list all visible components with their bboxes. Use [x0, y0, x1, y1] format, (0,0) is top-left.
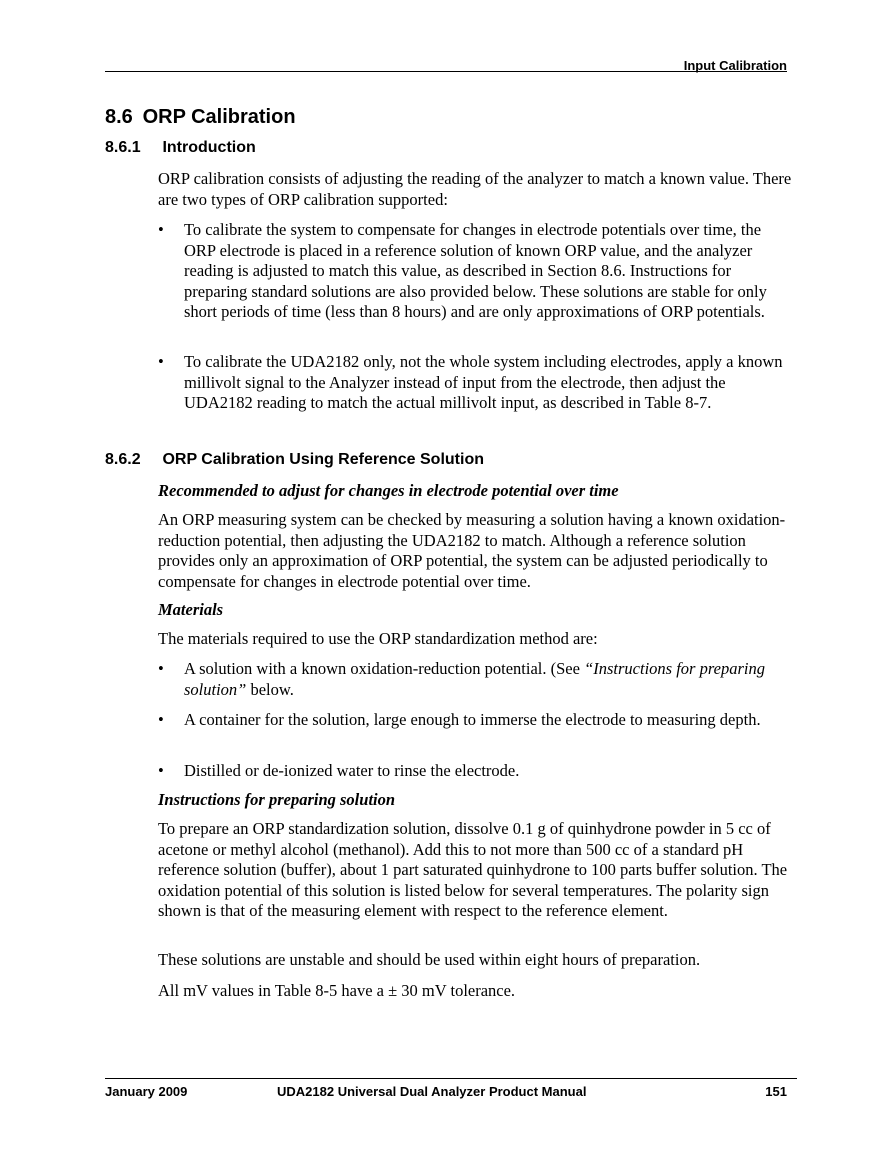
bullet-text: Distilled or de-ionized water to rinse the electrode.	[184, 761, 520, 780]
footer-manual-title: UDA2182 Universal Dual Analyzer Product Manual	[277, 1084, 587, 1099]
bullet-marker: •	[158, 761, 164, 780]
footer-date: January 2009	[105, 1084, 188, 1099]
recommendation-subtitle: Recommended to adjust for changes in electrode potential over time	[158, 481, 619, 500]
reference-paragraph: An ORP measuring system can be checked by measuring a solution having a known oxidation-reduction potential, then adjusting the UDA2182 to match. Although a reference solution provides only an approximation of ORP potential, the system can be adjusted periodically to compensate for changes in electrode potential over time.	[158, 510, 786, 591]
bullet-marker: •	[158, 220, 164, 239]
materials-heading: Materials	[158, 600, 224, 619]
section-title: ORP Calibration	[142, 106, 296, 128]
bullet-text: To calibrate the system to compensate for changes in electrode potentials over time, the ORP electrode is placed in a reference solution of known ORP value, and the analyzer reading is adjusted to match this value, as described in Section 8.6. Instructions for preparing standard solutions are also provided below. These solutions are stable for only short periods of time (less than 8 hours) and are only approximations of ORP potentials.	[184, 220, 767, 321]
bullet-text: A container for the solution, large enough to immerse the electrode to measuring depth.	[184, 710, 761, 729]
footer-rule	[105, 1078, 797, 1079]
subsection-heading-intro	[105, 139, 256, 157]
subsection-title: Introduction	[162, 139, 256, 156]
unstable-note: These solutions are unstable and should be used within eight hours of preparation.	[158, 950, 701, 969]
section-number: 8.6	[105, 106, 133, 128]
instructions-paragraph: To prepare an ORP standardization solution, dissolve 0.1 g of quinhydrone powder in 5 cc of acetone or methyl alcohol (methanol). Add this to not more than 500 cc of a standard pH reference solution (buffer), about 1 part saturated quinhydrone to 100 parts buffer solution. The oxidation potential of this solution is listed below for several temperatures. The polarity sign shown is that of the measuring element with respect to the reference element.	[158, 819, 788, 920]
cross-reference: “Instructions for preparing solution”	[184, 659, 765, 699]
page-number: 151	[765, 1084, 787, 1099]
bullet-marker: •	[158, 659, 164, 678]
subsection-title: ORP Calibration Using Reference Solution	[162, 451, 484, 468]
section-heading	[105, 106, 296, 129]
materials-bullet	[158, 710, 792, 731]
subsection-number: 8.6.1	[105, 139, 141, 156]
running-header: Input Calibration	[683, 58, 787, 73]
bullet-text: A solution with a known oxidation-reduction potential. (See “Instructions for preparing solution” below.	[184, 659, 765, 699]
tolerance-note: All mV values in Table 8-5 have a ± 30 mV tolerance.	[158, 981, 516, 1000]
intro-bullet	[158, 220, 792, 323]
materials-intro: The materials required to use the ORP standardization method are:	[158, 629, 598, 648]
subsection-heading-reference	[105, 451, 484, 469]
bullet-text: To calibrate the UDA2182 only, not the whole system including electrodes, apply a known millivolt signal to the Analyzer instead of input from the electrode, then adjust the UDA2182 reading to match the actual millivolt input, as described in Table 8-7.	[184, 352, 783, 412]
instructions-heading: Instructions for preparing solution	[158, 790, 396, 809]
header-rule	[105, 71, 787, 72]
intro-bullet	[158, 352, 792, 414]
bullet-marker: •	[158, 710, 164, 729]
materials-bullet	[158, 761, 792, 782]
subsection-number: 8.6.2	[105, 451, 141, 468]
intro-paragraph: ORP calibration consists of adjusting the reading of the analyzer to match a known value. There are two types of ORP calibration supported:	[158, 169, 792, 209]
materials-bullet	[158, 659, 792, 700]
bullet-marker: •	[158, 352, 164, 371]
